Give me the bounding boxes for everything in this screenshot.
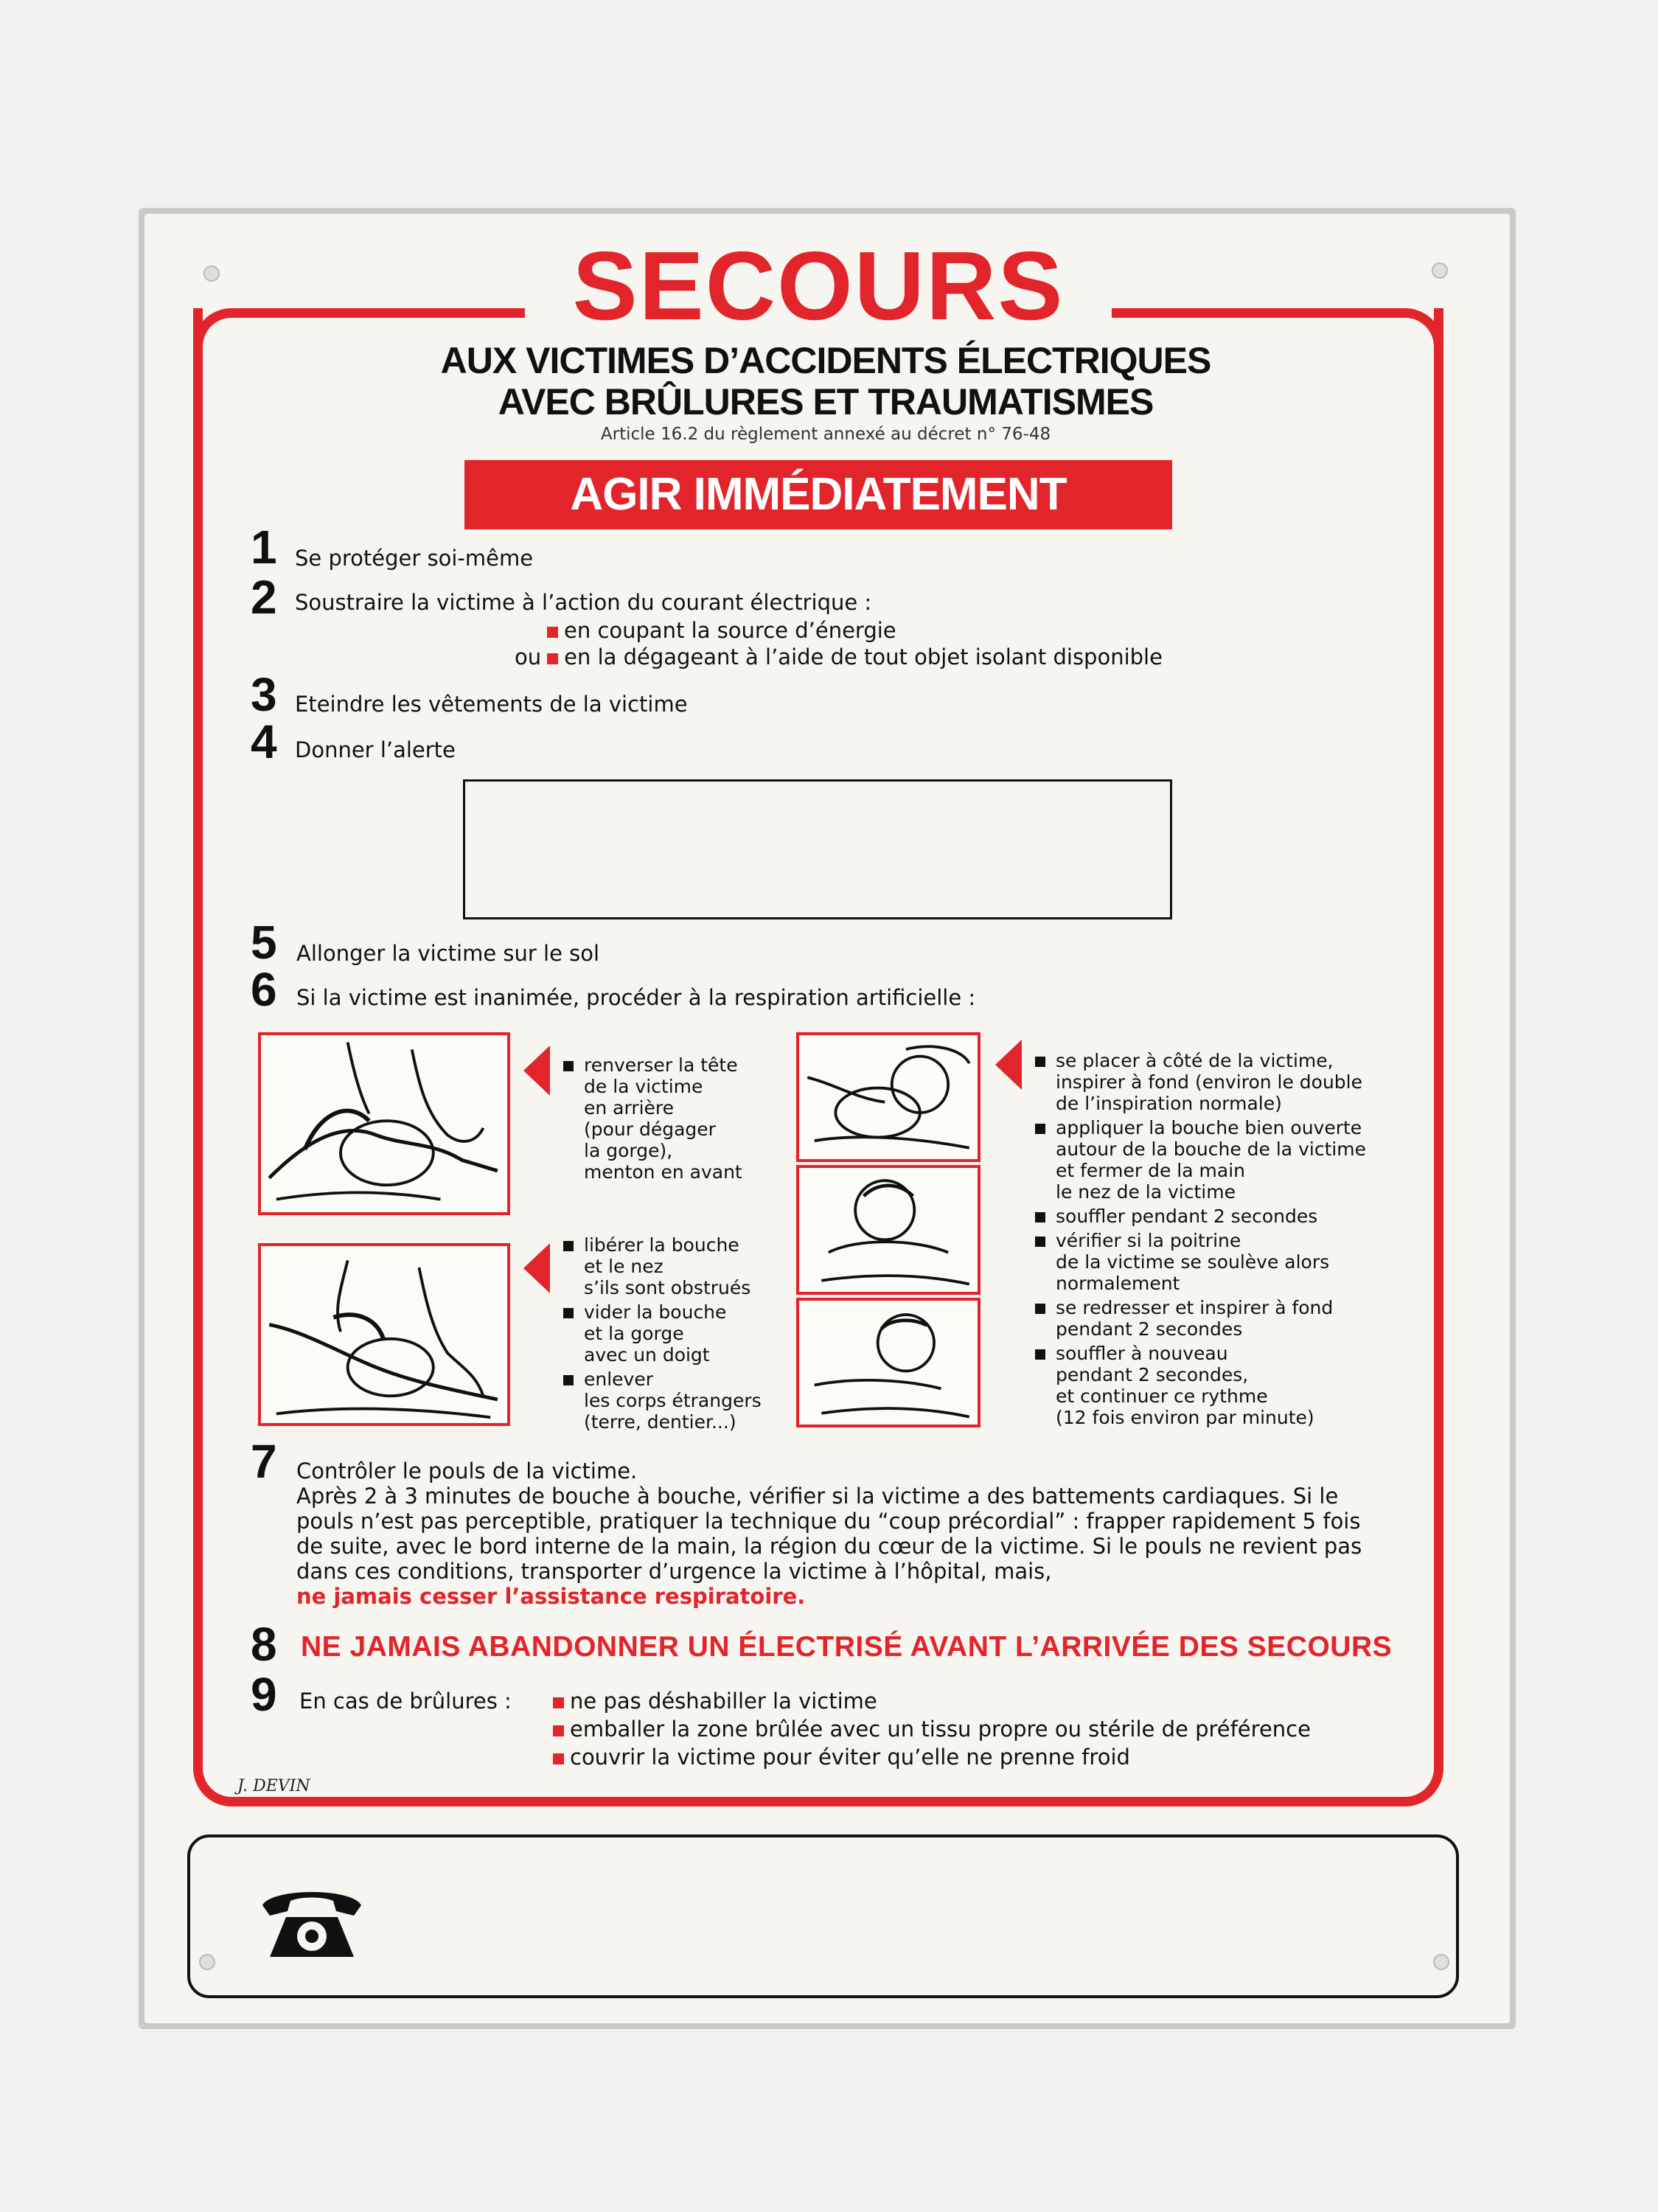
resp-step: renverser la tête de la victime en arrière (pour dégager la gorge), menton en avant	[563, 1054, 784, 1183]
mounting-hole	[203, 265, 220, 282]
resp-step: souffler à nouveau pendant 2 secondes, et continuer ce rythme (12 fois environ par minute)	[1035, 1343, 1418, 1428]
burn-item: couvrir la victime pour éviter qu’elle ne prenne froid	[553, 1745, 1130, 1770]
step-text: Eteindre les vêtements de la victime	[295, 692, 688, 717]
artist-signature: J. DEVIN	[237, 1777, 310, 1795]
step-7-emphasis: ne jamais cesser l’assistance respiratoire.	[296, 1584, 806, 1609]
step-number: 2	[251, 571, 277, 624]
step-option: ou en la dégageant à l’aide de tout objet isolant disponible	[515, 644, 1163, 669]
burn-item: emballer la zone brûlée avec un tissu propre ou stérile de préférence	[553, 1717, 1311, 1742]
step-number: 3	[251, 668, 277, 721]
resp-step: se placer à côté de la victime, inspirer à fond (environ le double de l’inspiration normale)	[1035, 1050, 1418, 1114]
resp-steps-right	[1035, 1050, 1418, 1431]
resp-step: libérer la bouche et le nez s’ils sont obstrués	[563, 1234, 799, 1298]
step-number: 7	[251, 1435, 277, 1488]
check-chest-drawing	[799, 1301, 978, 1425]
illustration-head-tilt	[258, 1032, 510, 1215]
burn-label: En cas de brûlures :	[299, 1688, 512, 1714]
bullet-icon	[553, 1725, 564, 1736]
poster-title: SECOURS	[572, 232, 1065, 340]
step-7-body: Après 2 à 3 minutes de bouche à bouche, vérifier si la victime a des battements cardiaques. Si le pouls n’est pas perceptible, pratiquer la technique du “coup précordial” : frapper rapidement 5 fois de suite, avec le bord interne de la main, la région du cœur de la victime. Si le pouls ne revient pas dans ces conditions, transporter d’urgence la victime à l’hôpital, mais,	[296, 1484, 1362, 1584]
bullet-icon	[553, 1697, 564, 1708]
resp-step: vider la bouche et la gorge avec un doigt	[563, 1301, 799, 1366]
alert-write-in-box	[463, 779, 1172, 919]
step-number: 6	[251, 963, 277, 1016]
clear-mouth-drawing	[261, 1246, 507, 1423]
resp-step: enlever les corps étrangers (terre, dentier...)	[563, 1368, 799, 1433]
subtitle-line-1: AUX VICTIMES D’ACCIDENTS ÉLECTRIQUES	[440, 340, 1211, 381]
resp-step: vérifier si la poitrine de la victime se soulève alors normalement	[1035, 1230, 1418, 1294]
step-number: 1	[251, 521, 277, 574]
resp-step: appliquer la bouche bien ouverte autour de la bouche de la victime et fermer de la main le nez de la victime	[1035, 1117, 1418, 1203]
telephone-icon	[257, 1883, 367, 1964]
subtitle-line-2: AVEC BRÛLURES ET TRAUMATISMES	[498, 381, 1154, 422]
bullet-icon	[547, 653, 558, 664]
step-text: Se protéger soi-même	[295, 546, 534, 571]
step-text: Allonger la victime sur le sol	[296, 941, 600, 966]
bullet-icon	[553, 1753, 564, 1764]
bullet-icon	[547, 627, 558, 638]
burn-item: ne pas déshabiller la victime	[553, 1688, 877, 1714]
step-number: 9	[251, 1668, 277, 1721]
step-text: Soustraire la victime à l’action du courant électrique :	[295, 590, 872, 615]
blow-drawing	[799, 1168, 978, 1292]
step-7-line1: Contrôler le pouls de la victime.	[296, 1458, 638, 1484]
step-7-text	[296, 1458, 1387, 1609]
action-banner: AGIR IMMÉDIATEMENT	[464, 460, 1172, 529]
pointer-arrow-icon	[523, 1243, 550, 1293]
step-text: Donner l’alerte	[295, 737, 456, 762]
resp-step: se redresser et inspirer à fond pendant 2 secondes	[1035, 1297, 1418, 1340]
step-text: Si la victime est inanimée, procéder à la respiration artificielle :	[296, 985, 976, 1010]
step-8-warning: NE JAMAIS ABANDONNER UN ÉLECTRISÉ AVANT L’ARRIVÉE DES SECOURS	[301, 1631, 1393, 1663]
step-number: 5	[251, 916, 277, 969]
step-number: 8	[251, 1618, 277, 1671]
resp-steps-2	[563, 1234, 799, 1436]
mounting-hole	[1432, 262, 1448, 279]
illustration-clear-mouth	[258, 1243, 510, 1426]
illustration-mouth-to-mouth	[796, 1032, 980, 1162]
mouth-to-mouth-drawing	[799, 1035, 978, 1159]
resp-steps-1	[563, 1054, 784, 1186]
resp-step: souffler pendant 2 secondes	[1035, 1206, 1418, 1227]
head-tilt-drawing	[261, 1035, 507, 1212]
step-number: 4	[251, 715, 277, 768]
illustration-blow	[796, 1165, 980, 1295]
illustration-check-chest	[796, 1298, 980, 1427]
pointer-arrow-icon	[995, 1040, 1022, 1090]
pointer-arrow-icon	[523, 1046, 550, 1096]
step-option: en coupant la source d’énergie	[547, 618, 896, 643]
article-reference: Article 16.2 du règlement annexé au décret n° 76-48	[600, 425, 1051, 444]
phone-number-box	[187, 1834, 1459, 1998]
